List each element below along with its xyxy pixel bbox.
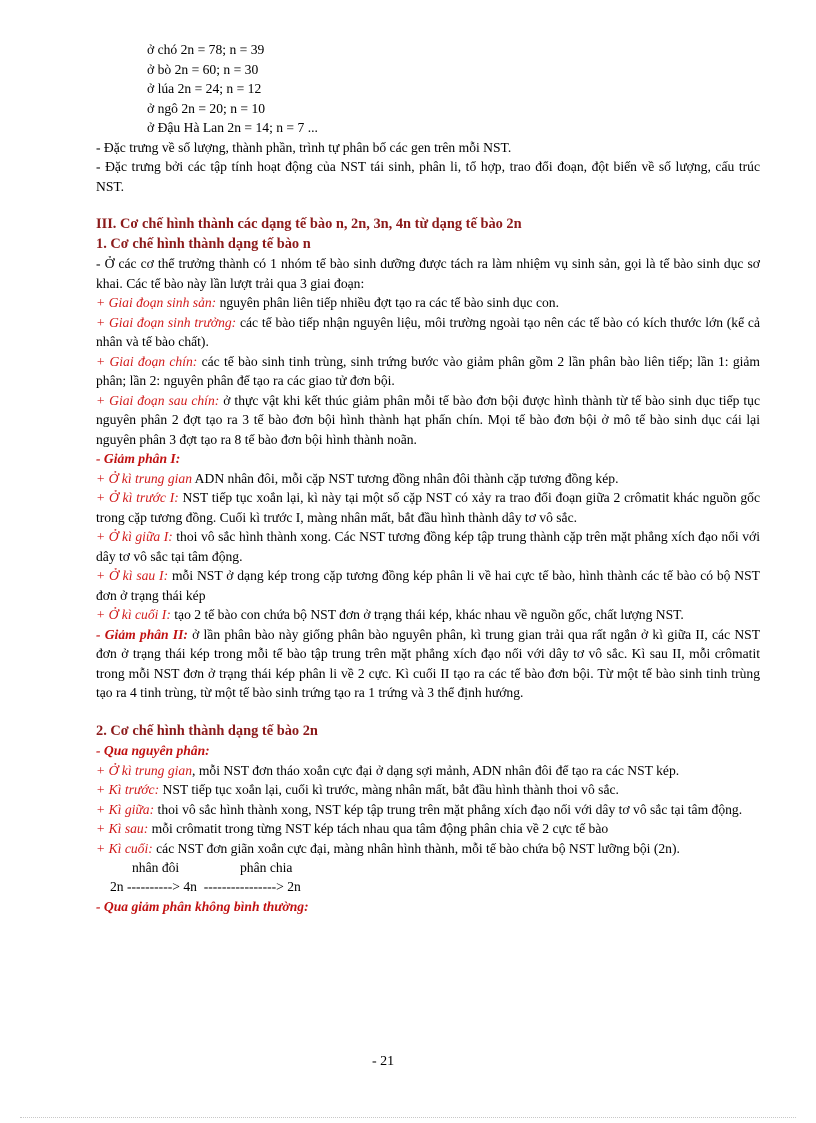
stage-text: , mỗi NST đơn tháo xoắn cực đại ở dạng sợi mảnh, ADN nhân đôi để tạo ra các NST kép.	[192, 762, 680, 778]
stage-text: thoi vô sắc hình thành xong. Các NST tương đồng kép tập trung thành cặp trên mặt phẳng xích đạo nối với dây tơ vô sắc tại tâm động.	[96, 529, 760, 564]
page-bottom-divider	[20, 1117, 796, 1118]
species-item: ở chó 2n = 78; n = 39	[147, 42, 265, 57]
species-item: ở lúa 2n = 24; n = 12	[147, 81, 262, 96]
stage-text: tạo 2 tế bào con chứa bộ NST đơn ở trạng thái kép, khác nhau về nguồn gốc, chất lượng NST.	[170, 607, 684, 622]
trait-paragraph: - Đặc trưng về số lượng, thành phần, trình tự phân bố các gen trên mỗi NST.	[96, 139, 512, 155]
meiosis-2-paragraph	[96, 625, 760, 703]
phase-label: + Giai đoạn sau chín:	[96, 392, 220, 408]
mitosis-stage-item	[96, 819, 760, 839]
stage-label: + Ở kì giữa I:	[96, 529, 173, 544]
phase-text: nguyên phân liên tiếp nhiều đợt tạo ra các tế bào sinh dục con.	[216, 295, 559, 310]
phase-text: các tế bào tiếp nhận nguyên liệu, môi trường ngoài tạo nên các tế bào có kích thước lớn (kể cả nhân và tế bào chất).	[96, 314, 760, 349]
flow-label-divide: phân chia	[240, 860, 293, 875]
stage-text: ADN nhân đôi, mỗi cặp NST tương đồng nhân đôi thành cặp tương đồng kép.	[192, 470, 619, 486]
stage-text: NST tiếp tục xoắn lại, kì này tại một số cặp NST có xảy ra trao đổi đoạn giữa 2 crômatit khác nguồn gốc trong cặp tương đồng. Cuối kì trước I, màng nhân mất, bắt đầu hình thành dây tơ vô sắc.	[96, 490, 760, 525]
meiosis-2-label: - Giảm phân II:	[96, 626, 188, 642]
subsection-heading: 2. Cơ chế hình thành dạng tế bào 2n	[96, 722, 318, 739]
stage-label: + Ở kì sau I:	[96, 568, 169, 583]
meiosis-1-heading: - Giảm phân I:	[96, 451, 181, 466]
flow-arrow-line: 2n ----------> 4n ----------------> 2n	[110, 879, 301, 894]
meiosis-2-text: ở lần phân bào này giống phân bào nguyên phân, kì trung gian trải qua rất ngắn ở kì giữa II, các NST đơn ở trạng thái kép trong mỗi tế bào tập trung trên mặt phẳng xích đạo nối với dây tơ vô sắc. Kì sau II, mỗi crômatit trong mỗi NST đơn ở trạng thái kép phân li về 2 cực. Kì cuối II tạo ra các tế bào đơn bội. Từ một tế bào sinh tinh trùng tạo ra 4 tinh trùng, từ một tế bào sinh trứng tạo ra 1 trứng và 3 thể định hướng.	[96, 626, 761, 700]
phase-text: ở thực vật khi kết thúc giảm phân mỗi tế bào đơn bội được hình thành từ tế bào sinh dục tiếp tục nguyên phân 2 đợt tạo ra 3 tế bào đơn bội hình thành hạt phấn chín. Mọi tế bào đơn bội ở mô tế bào sinh dục cái lại nguyên phân 3 đợt tạo ra 8 tế bào đơn bội hình thành noãn.	[96, 392, 761, 447]
stage-label: + Ở kì trung gian	[96, 762, 193, 778]
stage-text: các NST đơn giãn xoắn cực đại, màng nhân hình thành, mỗi tế bào chứa bộ NST lưỡng bội (2n).	[152, 840, 680, 856]
mitosis-heading: - Qua nguyên phân:	[96, 743, 210, 758]
stage-label: + Ở kì cuối I:	[96, 607, 171, 622]
stage-label: + Kì sau:	[96, 821, 149, 836]
abnormal-meiosis-heading: - Qua giảm phân không bình thường:	[96, 899, 309, 914]
meiosis-stage-item	[96, 488, 760, 527]
species-item: ở ngô 2n = 20; n = 10	[147, 100, 266, 116]
mitosis-stage-item	[96, 761, 760, 781]
subsection-heading: 1. Cơ chế hình thành dạng tế bào n	[96, 235, 311, 252]
stage-label: + Ở kì trước I:	[96, 490, 179, 505]
phase-label: + Giai đoạn sinh trưởng:	[96, 314, 237, 330]
stage-label: + Kì trước:	[96, 782, 160, 797]
species-item: ở Đậu Hà Lan 2n = 14; n = 7 ...	[147, 120, 318, 135]
mitosis-stage-item	[96, 780, 760, 800]
stage-text: mỗi crômatit trong từng NST kép tách nhau qua tâm động phân chia về 2 cực tế bào	[148, 821, 609, 836]
flow-label-duplicate: nhân đôi	[132, 860, 180, 875]
trait-paragraph: - Đặc trưng bởi các tập tính hoạt động của NST tái sinh, phân li, tổ hợp, trao đổi đoạn, đột biến về số lượng, cấu trúc NST.	[96, 159, 760, 194]
phase-item	[96, 293, 760, 313]
phase-label: + Giai đoạn sinh sản:	[96, 295, 217, 310]
stage-label: + Kì giữa:	[96, 801, 155, 817]
mitosis-stage-item	[96, 839, 760, 859]
phase-item	[96, 391, 760, 450]
section-heading: III. Cơ chế hình thành các dạng tế bào n, 2n, 3n, 4n từ dạng tế bào 2n	[96, 216, 522, 232]
stage-label: + Kì cuối:	[96, 840, 153, 856]
phase-item	[96, 352, 760, 391]
page-number: - 21	[372, 1054, 395, 1069]
stage-text: NST tiếp tục xoắn lại, cuối kì trước, màng nhân mất, bắt đầu hình thành thoi vô sắc.	[159, 782, 619, 797]
species-item: ở bò 2n = 60; n = 30	[147, 61, 259, 77]
chromosome-flow-diagram	[96, 858, 760, 897]
phase-label: + Giai đoạn chín:	[96, 353, 198, 369]
page-content	[96, 40, 760, 917]
phase-item	[96, 313, 760, 352]
stage-text: thoi vô sắc hình thành xong, NST kép tập trung trên mặt phẳng xích đạo nối với dây tơ vô sắc tại tâm động.	[154, 801, 743, 817]
meiosis-stage-item	[96, 566, 760, 605]
meiosis-stage-item	[96, 605, 760, 625]
meiosis-stage-item	[96, 527, 760, 566]
chromosome-number-list	[96, 40, 760, 138]
stage-text: mỗi NST ở dạng kép trong cặp tương đồng kép phân li về hai cực tế bào, hình thành các tế bào có bộ NST đơn ở trạng thái kép	[96, 568, 760, 603]
stage-label: + Ở kì trung gian	[96, 470, 193, 486]
meiosis-stage-item	[96, 469, 760, 489]
mitosis-stage-item	[96, 800, 760, 820]
phase-text: các tế bào sinh tinh trùng, sinh trứng bước vào giảm phân gồm 2 lần phân bào liên tiếp; lần 1: giảm phân; lần 2: nguyên phân để tạo ra các giao tử đơn bội.	[96, 353, 761, 388]
intro-paragraph: - Ở các cơ thể trưởng thành có 1 nhóm tế bào sinh dưỡng được tách ra làm nhiệm vụ sinh sản, gọi là tế bào sinh dục sơ khai. Các tế bào này lần lượt trải qua 3 giai đoạn:	[96, 256, 760, 291]
